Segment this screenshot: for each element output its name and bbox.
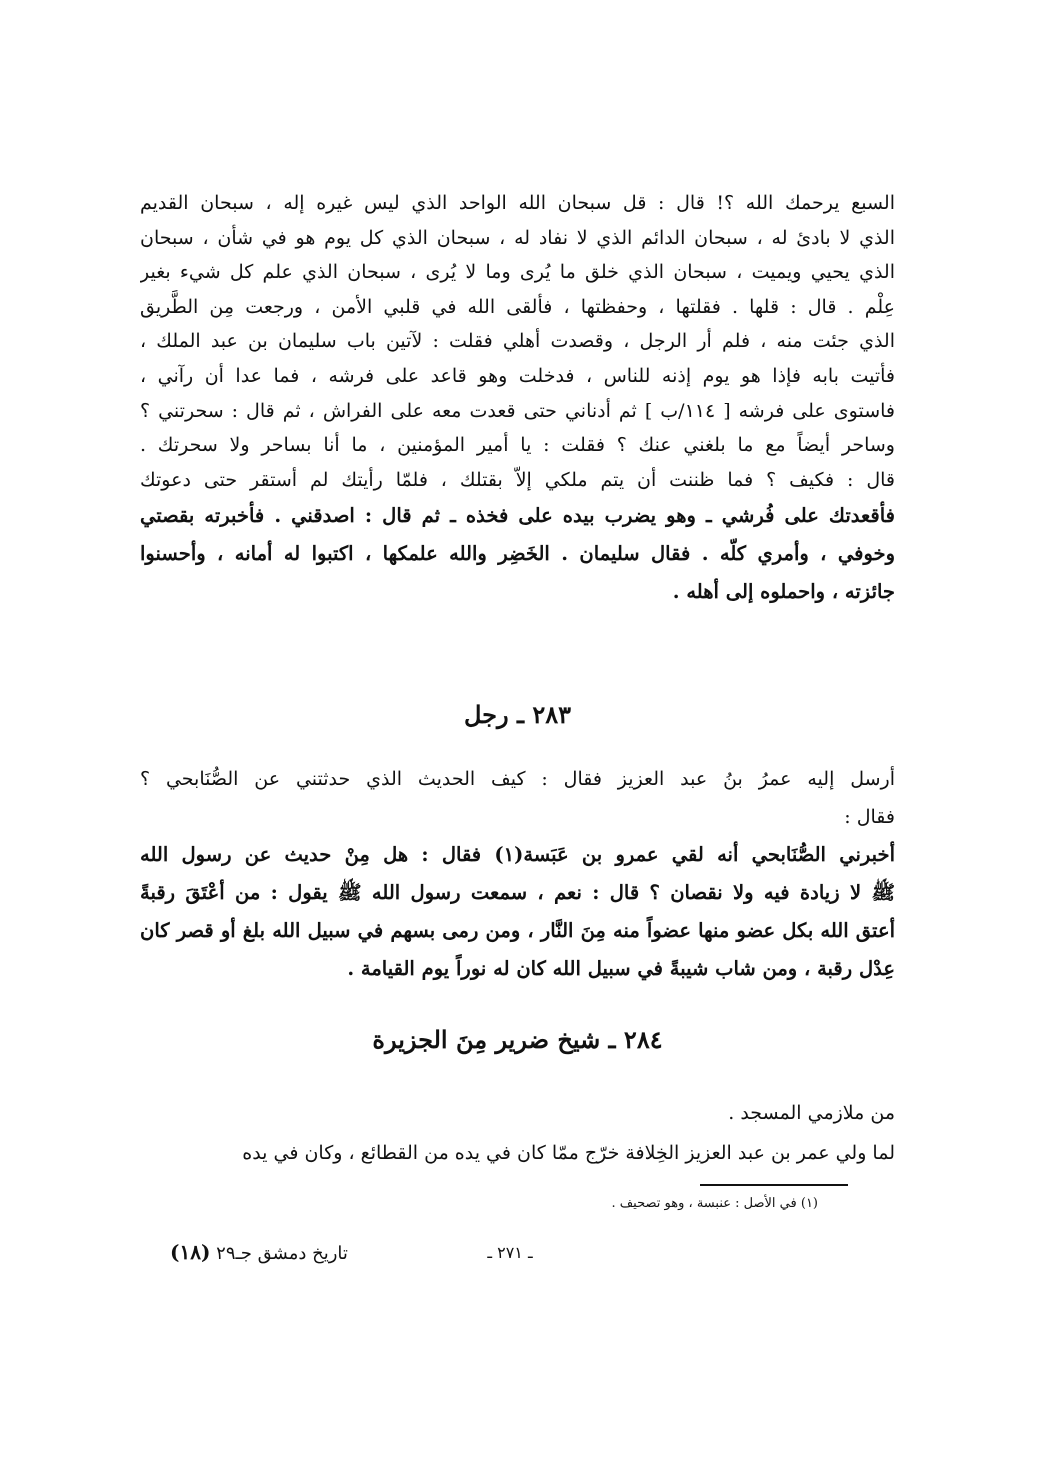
text-line: السبع يرحمك الله ؟! قال : قل سبحان الله الواحد الذي ليس غيره إله ، سبحان القديم [140, 192, 895, 214]
text-line: فقال : [844, 806, 895, 828]
book-title: تاريخ دمشق جـ٢٩ [216, 1243, 348, 1264]
text-line: قال : فكيف ؟ فما ظننت أن يتم ملكي إلاّ بقتلك ، فلمّا رأيتك لم أستقر حتى دعوتك [140, 468, 895, 491]
text-line: أرسل إليه عمرُ بنُ عبد العزيز فقال : كيف الحديث الذي حدثتني عن الصُّنَابحي ؟ [140, 768, 895, 790]
text-line: فأتيت بابه فإذا هو يوم إذنه للناس ، فدخلت وهو قاعد على فرشه ، فما عدا أن رآني ، [140, 364, 895, 387]
text-line: أخبرني الصُّنَابحي أنه لقي عمرو بن عَبَسة(١) فقال : هل مِنْ حديث عن رسول الله [140, 843, 895, 866]
hadith-paragraph [140, 760, 895, 988]
section-heading-283: ٢٨٣ ـ رجل [463, 700, 571, 729]
text-line: وساحر أيضاً مع ما بلغني عنك ؟ فقلت : يا أمير المؤمنين ، ما أنا بساحر ولا سحرتك . [140, 434, 895, 457]
text-line: أعتق الله بكل عضو منها عضواً منه مِنَ النَّار ، ومن رمى بسهم في سبيل الله بلغ أو قصر كان [140, 919, 895, 942]
text-line: جائزته ، واحملوه إلى أهله . [672, 580, 895, 604]
text-line: الذي يحيي ويميت ، سبحان الذي خلق ما يُرى وما لا يُرى ، سبحان الذي علم كل شيء بغير [140, 261, 895, 284]
sheet-number: (١٨) [170, 1240, 211, 1264]
text-line: عِلْم . قال : قلها . فقلتها ، وحفظتها ، فألقى الله في قلبي الأمن ، ورجعت مِن الطَّريق [140, 295, 895, 318]
text-line: ﷺ لا زيادة فيه ولا نقصان ؟ قال : نعم ، سمعت رسول الله ﷺ يقول : من أعْتَقَ رقبةً [140, 881, 895, 904]
text-line: الذي جئت منه ، فلم أر الرجل ، وقصدت أهلي فقلت : لآتين باب سليمان بن عبد الملك ، [140, 330, 895, 353]
running-footer-title [170, 1240, 390, 1264]
closing-paragraph [140, 1093, 895, 1173]
text-line: الذي لا بادئ له ، سبحان الدائم الذي لا نفاد له ، سبحان الذي كل يوم هو في شأن ، سبحان [140, 226, 895, 249]
footnote-divider [700, 1184, 848, 1186]
narrative-paragraph [140, 186, 895, 611]
footnote: (١) في الأصل : عنبسة ، وهو تصحيف . [611, 1196, 818, 1211]
page-number: ـ ٢٧١ ـ [487, 1243, 533, 1262]
text-line: فأقعدتك على فُرشي ـ وهو يضرب بيده على فخذه ـ ثم قال : اصدقني . فأخبرته بقصتي [140, 504, 895, 528]
text-line: من ملازمي المسجد . [728, 1102, 895, 1124]
text-line: لما ولي عمر بن عبد العزيز الخِلافة خرّج ممّا كان في يده من القطائع ، وكان في يده [242, 1142, 895, 1164]
text-line: فاستوى على فرشه [ ١١٤/ب ] ثم أدناني حتى قعدت معه على الفراش ، ثم قال : سحرتني ؟ [140, 399, 895, 422]
text-line: عِدْل رقبة ، ومن شاب شيبةً في سبيل الله كان له نوراً يوم القيامة . [347, 957, 895, 980]
text-line: وخوفي ، وأمري كلّه . فقال سليمان . الخَضِر والله علمكها ، اكتبوا له أمانه ، وأحسنوا [140, 542, 895, 566]
section-heading-284: ٢٨٤ ـ شيخ ضرير مِنَ الجزيرة [372, 1025, 663, 1054]
